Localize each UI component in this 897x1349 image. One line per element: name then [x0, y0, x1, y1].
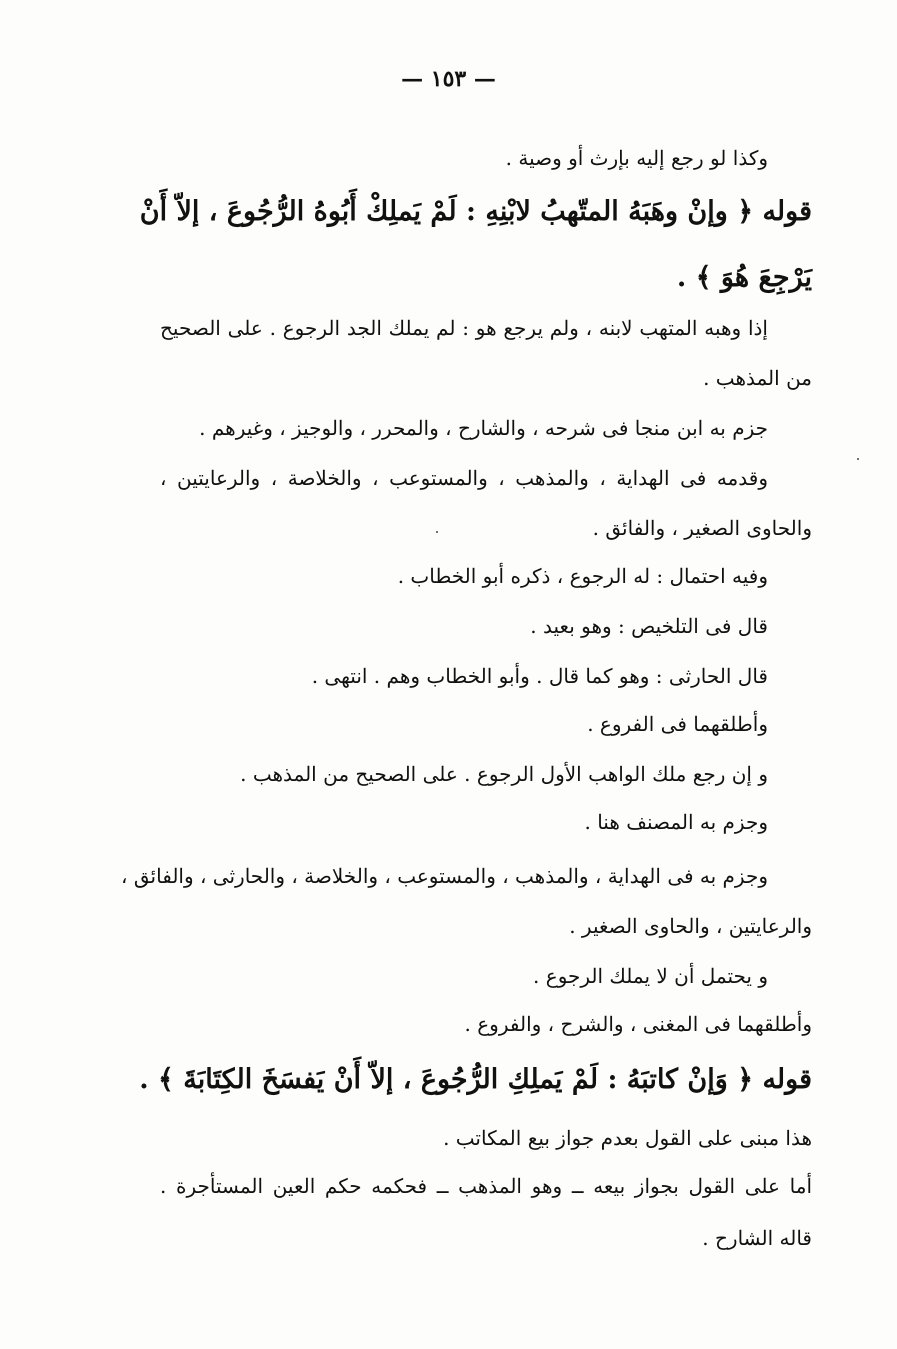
text-line: [160, 508, 812, 548]
text-line: [160, 1218, 812, 1258]
text-line: [160, 704, 812, 744]
line-text: هذا مبنى على القول بعدم جواز بيع المكاتب .: [443, 1126, 812, 1150]
heading-line: [139, 184, 812, 240]
page-number: — ١٥٣ —: [401, 66, 496, 92]
text-line: [160, 138, 812, 178]
quote-text: ﴿ وإنْ وهَبَهُ المتّهبُ لابْنِهِ : لَمْ يَملِكْ أَبُوهُ الرُّجُوعَ ، إلاّ أَنْ: [139, 196, 754, 227]
text-line: [160, 458, 812, 498]
text-line: [160, 606, 812, 646]
heading-line: [160, 250, 812, 306]
line-text: أما على القول بجواز بيعه ــ وهو المذهب ــ فحكمه حكم العين المستأجرة .: [160, 1174, 812, 1198]
heading-line: [139, 1052, 812, 1108]
line-text: وأطلقهما فى الفروع .: [587, 712, 768, 736]
line-text: والحاوى الصغير ، والفائق .: [592, 516, 812, 540]
line-text: قال الحارثى : وهو كما قال . وأبو الخطاب وهم . انتهى .: [311, 664, 768, 688]
quote-text: يَرْجِعَ هُوَ ﴾ .: [676, 262, 812, 293]
text-line: [160, 802, 812, 842]
line-text: وكذا لو رجع إليه بإرث أو وصية .: [505, 146, 768, 170]
text-line: [160, 556, 812, 596]
text-line: [160, 308, 812, 348]
line-text: و إن رجع ملك الواهب الأول الرجوع . على الصحيح من المذهب .: [240, 762, 768, 786]
line-text: جزم به ابن منجا فى شرحه ، والشارح ، والمحرر ، والوجيز ، وغيرهم .: [199, 416, 768, 440]
text-line: [121, 856, 812, 896]
text-line: [160, 656, 812, 696]
line-text: وجزم به فى الهداية ، والمذهب ، والمستوعب ، والخلاصة ، والحارثى ، والفائق ،: [121, 864, 768, 888]
quote-label: قوله: [762, 196, 812, 227]
quote-text: ﴿ وَإنْ كاتبَهُ : لَمْ يَملِكِ الرُّجُوعَ ، إلاّ أَنْ يَفسَخَ الكِتَابَةَ ﴾ .: [139, 1064, 754, 1095]
text-line: [160, 956, 812, 996]
text-line: [160, 358, 812, 398]
text-line: [160, 754, 812, 794]
scan-speck: [857, 458, 859, 460]
line-text: وقدمه فى الهداية ، والمذهب ، والمستوعب ، والخلاصة ، والرعايتين ،: [160, 466, 768, 490]
scan-speck: [436, 531, 438, 533]
line-text: و يحتمل أن لا يملك الرجوع .: [533, 964, 768, 988]
line-text: والرعايتين ، والحاوى الصغير .: [569, 914, 812, 938]
line-text: إذا وهبه المتهب لابنه ، ولم يرجع هو : لم يملك الجد الرجوع . على الصحيح: [160, 316, 768, 340]
line-text: قال فى التلخيص : وهو بعيد .: [530, 614, 768, 638]
text-line: [160, 1004, 812, 1044]
line-text: قاله الشارح .: [702, 1226, 812, 1250]
quote-label: قوله: [762, 1064, 812, 1095]
line-text: وأطلقهما فى المغنى ، والشرح ، والفروع .: [464, 1012, 812, 1036]
text-line: [160, 408, 812, 448]
line-text: وفيه احتمال : له الرجوع ، ذكره أبو الخطاب .: [397, 564, 768, 588]
text-line: [160, 1118, 812, 1158]
line-text: وجزم به المصنف هنا .: [584, 810, 768, 834]
text-line: [160, 906, 812, 946]
line-text: من المذهب .: [703, 366, 812, 390]
text-line: [160, 1166, 812, 1206]
